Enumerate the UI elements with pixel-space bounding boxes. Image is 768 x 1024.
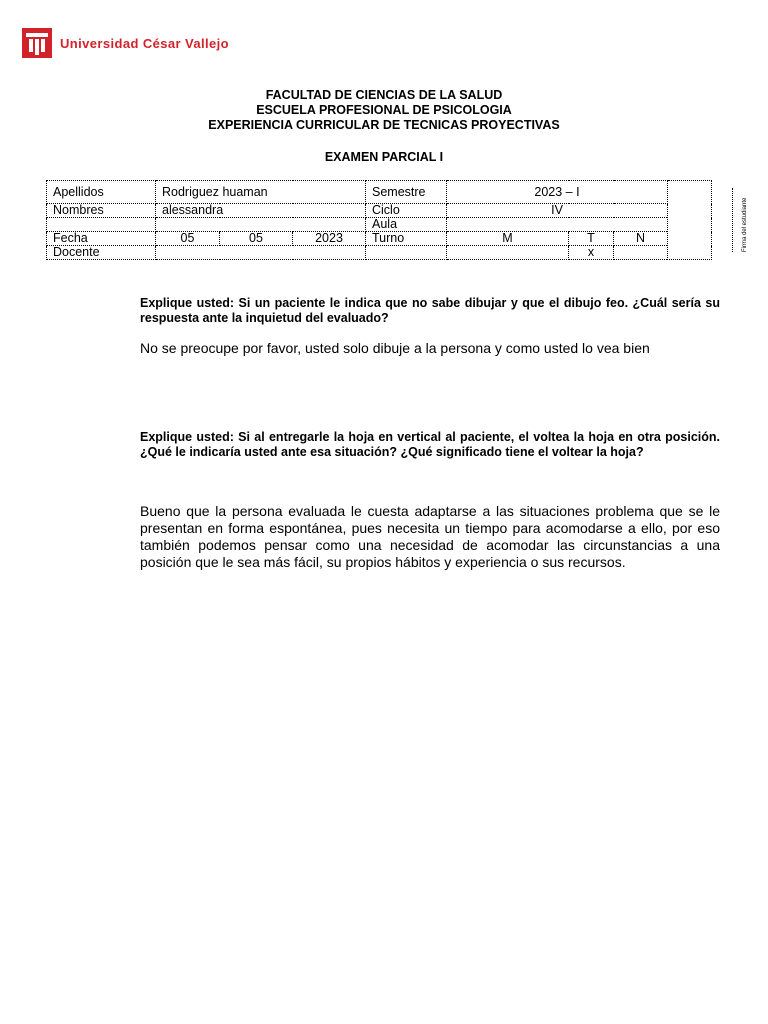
student-info-table (46, 180, 712, 260)
table-row (47, 246, 712, 260)
fecha-day: 05 (156, 232, 220, 246)
signature-cell (668, 181, 712, 260)
question-1: Explique usted: Si un paciente le indica que no sabe dibujar y que el dibujo feo. ¿Cuál sería su respuesta ante la inquietud del evaluado? (140, 296, 720, 325)
empty-cell (614, 246, 668, 260)
apellidos-value: Rodriguez huaman (156, 181, 366, 204)
empty-cell (156, 218, 366, 232)
signature-line (732, 188, 734, 252)
table-row (47, 204, 712, 218)
table-row (47, 181, 712, 204)
aula-value (447, 218, 668, 232)
document-header (0, 88, 768, 133)
fecha-month: 05 (220, 232, 293, 246)
ciclo-value: IV (447, 204, 668, 218)
turno-label: Turno (366, 232, 447, 246)
docente-value (156, 246, 366, 260)
question-2: Explique usted: Si al entregarle la hoja en vertical al paciente, el voltea la hoja en otra posición. ¿Qué le indicaría usted ante esa situación? ¿Qué significado tiene el voltear la hoja? (140, 430, 720, 459)
faculty-title: FACULTAD DE CIENCIAS DE LA SALUD (265, 88, 503, 102)
course-title: EXPERIENCIA CURRICULAR DE TECNICAS PROYECTIVAS (208, 118, 560, 132)
turno-m: M (447, 232, 569, 246)
fecha-label: Fecha (47, 232, 156, 246)
university-name: Universidad César Vallejo (60, 35, 229, 51)
empty-cell (366, 246, 447, 260)
answer-1: No se preocupe por favor, usted solo dibuje a la persona y como usted lo vea bien (140, 340, 650, 356)
nombres-value: alessandra (156, 204, 366, 218)
signature-label: Firma del estudiante (742, 197, 748, 252)
semestre-value: 2023 – I (447, 181, 668, 204)
table-row (47, 232, 712, 246)
nombres-label: Nombres (47, 204, 156, 218)
ciclo-label: Ciclo (366, 204, 447, 218)
empty-cell (447, 246, 569, 260)
ucv-shield-logo-icon (22, 28, 52, 58)
table-row (47, 218, 712, 232)
turno-mark: x (569, 246, 614, 260)
docente-label: Docente (47, 246, 156, 260)
answer-2: Bueno que la persona evaluada le cuesta adaptarse a las situaciones problema que se le presentan en forma espontánea, pues necesita un tiempo para acomodarse a ello, por eso también podemos pensar como una necesidad de acomodar las circunstancias a una posición que le sea más fácil, su propios hábitos y experiencia o sus recursos. (140, 503, 720, 570)
empty-cell (47, 218, 156, 232)
school-title: ESCUELA PROFESIONAL DE PSICOLOGIA (256, 103, 512, 117)
turno-t: T (569, 232, 614, 246)
fecha-year: 2023 (293, 232, 366, 246)
turno-n: N (614, 232, 668, 246)
apellidos-label: Apellidos (47, 181, 156, 204)
exam-title: EXAMEN PARCIAL I (324, 150, 444, 164)
university-logo (22, 28, 229, 58)
aula-label: Aula (366, 218, 447, 232)
semestre-label: Semestre (366, 181, 447, 204)
